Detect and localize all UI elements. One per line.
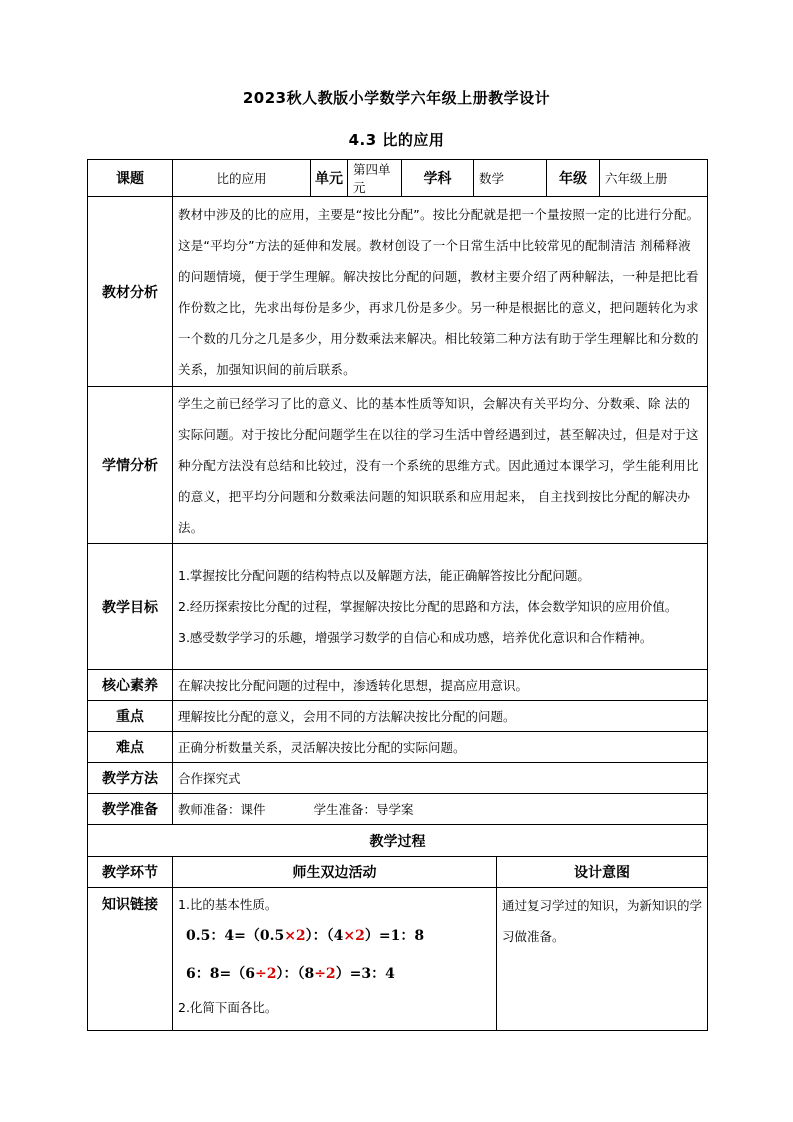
prep-text bbox=[173, 794, 708, 825]
header-row bbox=[88, 160, 708, 197]
goal-item: 2.经历探索按比分配的过程，掌握解决按比分配的思路和方法，体会数学知识的应用价值。 bbox=[178, 599, 678, 614]
unit-label: 单元 bbox=[311, 160, 348, 197]
goal-item: 1.掌握按比分配问题的结构特点以及解题方法，能正确解答按比分配问题。 bbox=[178, 568, 590, 583]
document-title: 2023秋人教版小学数学六年级上册教学设计 bbox=[242, 89, 551, 107]
unit-value: 第四单元 bbox=[348, 160, 402, 197]
students-label: 学情分析 bbox=[88, 387, 173, 544]
topic-label: 课题 bbox=[88, 160, 173, 197]
equation-multiply: 0.5：4=（0.5×2）：（4×2）=1：8 bbox=[186, 928, 425, 944]
col-activity-header: 师生双边活动 bbox=[173, 857, 497, 888]
process-title-row bbox=[88, 825, 708, 857]
equation-divide: 6：8=（6÷2）：（8÷2）=3：4 bbox=[186, 966, 395, 982]
students-text: 学生之前已经学习了比的意义、比的基本性质等知识，会解决有关平均分、分数乘、除 法的实际问题。对于按比分配问题学生在以往的学习生活中曾经遇到过，甚至解决过，但是对于这种分配方法没有总结和比较过，没有一个系统的思维方式。因此通过本课学习，学生能利用比的意义，把平均分问题和分数乘法问题的知识联系和应用起来， 自主找到按比分配的解决办法。 bbox=[173, 387, 708, 544]
grade-value: 六年级上册 bbox=[600, 160, 708, 197]
core-row bbox=[88, 670, 708, 701]
col-intent-header: 设计意图 bbox=[497, 857, 708, 888]
method-row bbox=[88, 763, 708, 794]
key-row bbox=[88, 701, 708, 732]
process-row bbox=[88, 888, 708, 1031]
prep-label: 教学准备 bbox=[88, 794, 173, 825]
goals-label: 教学目标 bbox=[88, 544, 173, 670]
goals-list bbox=[173, 544, 708, 670]
difficulty-label: 难点 bbox=[88, 732, 173, 763]
process-header-row bbox=[88, 857, 708, 888]
teacher-prep: 教师准备：课件 bbox=[178, 802, 266, 817]
core-label: 核心素养 bbox=[88, 670, 173, 701]
activity-cell bbox=[173, 888, 497, 1031]
subject-value: 数学 bbox=[474, 160, 547, 197]
subject-label: 学科 bbox=[402, 160, 474, 197]
activity-line: 2.化简下面各比。 bbox=[178, 1000, 278, 1015]
key-label: 重点 bbox=[88, 701, 173, 732]
students-row bbox=[88, 387, 708, 544]
difficulty-text: 正确分析数量关系，灵活解决按比分配的实际问题。 bbox=[173, 732, 708, 763]
key-text: 理解按比分配的意义，会用不同的方法解决按比分配的问题。 bbox=[173, 701, 708, 732]
textbook-text: 教材中涉及的比的应用，主要是“按比分配”。按比分配就是把一个量按照一定的比进行分配。这是“平均分”方法的延伸和发展。教材创设了一个日常生活中比较常见的配制清洁 剂稀释液的问题情境，便于学生理解。解决按比分配的问题，教材主要介绍了两种解法，一种是把比看作份数之比，先求出每份是多少，再求几份是多少。另一种是根据比的意义，把问题转化为求一个数的几分之几是多少，用分数乘法来解决。相比较第二种方法有助于学生理解比和分数的关系，加强知识间的前后联系。 bbox=[173, 197, 708, 387]
col-stage-header: 教学环节 bbox=[88, 857, 173, 888]
textbook-row bbox=[88, 197, 708, 387]
prep-row bbox=[88, 794, 708, 825]
stage-label: 知识链接 bbox=[88, 888, 173, 1031]
student-prep: 学生准备：导学案 bbox=[313, 802, 414, 817]
method-label: 教学方法 bbox=[88, 763, 173, 794]
lesson-plan-table bbox=[87, 159, 708, 1031]
grade-label: 年级 bbox=[547, 160, 600, 197]
textbook-label: 教材分析 bbox=[88, 197, 173, 387]
topic-value: 比的应用 bbox=[173, 160, 311, 197]
intent-text: 通过复习学过的知识，为新知识的学习做准备。 bbox=[497, 888, 708, 1031]
method-text: 合作探究式 bbox=[173, 763, 708, 794]
process-title: 教学过程 bbox=[88, 825, 708, 857]
lesson-title: 4.3 比的应用 bbox=[348, 131, 445, 149]
activity-line: 1.比的基本性质。 bbox=[178, 897, 278, 912]
goal-item: 3.感受数学学习的乐趣，增强学习数学的自信心和成功感，培养优化意识和合作精神。 bbox=[178, 630, 653, 645]
core-text: 在解决按比分配问题的过程中，渗透转化思想，提高应用意识。 bbox=[173, 670, 708, 701]
difficulty-row bbox=[88, 732, 708, 763]
goals-row bbox=[88, 544, 708, 670]
